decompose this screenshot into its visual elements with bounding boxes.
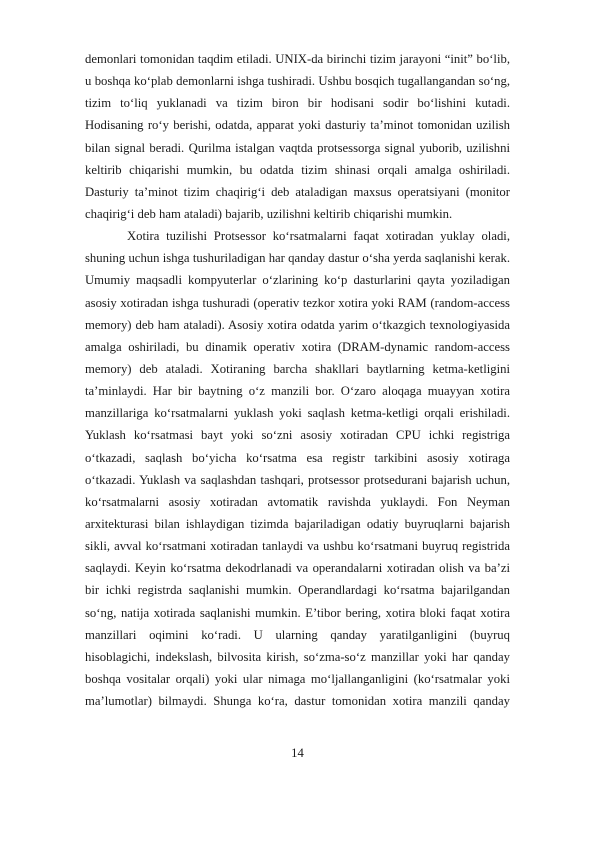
text-line: memory) deb ham ataladi). Asosiy xotira odatda yarim o‘tkazgich texnologiyasida: [85, 317, 510, 332]
text-line: chaqirig‘i deb ham ataladi) bajarib, uzilishni keltirib chiqarishi mumkin.: [85, 206, 453, 221]
body-text: [85, 48, 510, 712]
text-line: Xotira tuzilishi Protsessor ko‘rsatmalarni faqat xotiradan yuklay oladi,: [127, 229, 510, 244]
text-line: u boshqa ko‘plab demonlarni ishga tushiradi. Ushbu bosqich tugallangandan so‘ng,: [85, 74, 510, 89]
text-line: bir ichki registrda saqlanishi mumkin. Operandlardagi ko‘rsatma bajarilgandan: [85, 583, 510, 598]
text-line: demonlari tomonidan taqdim etiladi. UNIX-da birinchi tizim jarayoni “init” bo‘lib,: [85, 52, 510, 66]
text-line: asosiy xotiradan ishga tushuradi (operativ tezkor xotira yoki RAM (random-access: [85, 295, 510, 310]
text-line: ko‘rsatmalarni asosiy xotiradan avtomatik ravishda yuklaydi. Fon Neyman: [85, 494, 510, 509]
text-line: arxitekturasi bilan ishlaydigan tizimda bajariladigan odatiy buyruqlarni bajarish: [85, 516, 510, 531]
text-line: o‘tkazadi, saqlash bo‘yicha ko‘rsatma esa registr tarkibini asosiy xotiraga: [85, 450, 510, 465]
text-line: tizim to‘liq yuklanadi va tizim biron bir hodisani sodir bo‘lishini kutadi.: [85, 96, 510, 111]
text-line: manzillariga ko‘rsatmalarni yuklash yoki saqlash ketma-ketligi orqali erishiladi.: [85, 406, 510, 421]
text-line: Hodisaning ro‘y berishi, odatda, apparat yoki dasturiy ta’minot tomonidan uzilish: [85, 118, 510, 133]
text-line: sikli, avval ko‘rsatmani xotiradan tanlaydi va ushbu ko‘rsatmani buyruq registrida: [85, 539, 510, 554]
text-line: so‘ng, natija xotirada saqlanishi mumkin. E’tibor bering, xotira bloki faqat xotira: [85, 605, 510, 620]
text-line: Umumiy maqsadli kompyuterlar o‘zlarining ko‘p dasturlarini qayta yoziladigan: [85, 273, 510, 288]
text-line: manzillari oqimini ko‘radi. U ularning qanday yaratilganligini (buyruq: [85, 627, 510, 642]
text-line: ma’lumotlar) bilmaydi. Shunga ko‘ra, dastur tomonidan xotira manzili qanday: [85, 694, 510, 709]
text-line: memory) deb ataladi. Xotiraning barcha shakllari baytlarning ketma-ketligini: [85, 361, 510, 376]
text-line: ta’minlaydi. Har bir baytning o‘z manzili bor. O‘zaro aloqaga muayyan xotira: [85, 384, 510, 399]
text-line: shuning uchun ishga tushuriladigan har qanday dastur o‘sha yerda saqlanishi kerak.: [85, 251, 510, 266]
text-line: saqlaydi. Keyin ko‘rsatma dekodrlanadi va operandalarni xotiradan olish va ba’zi: [85, 561, 510, 576]
text-line: Dasturiy ta’minot tizim chaqirig‘i deb ataladigan maxsus operatsiyani (monitor: [85, 184, 510, 199]
text-line: hisoblagichi, indekslash, bilvosita kirish, so‘zma-so‘z manzillar yoki har qanday: [85, 649, 510, 664]
text-line: bilan signal beradi. Qurilma istalgan vaqtda protsessorga signal yuborib, uzilishni: [85, 140, 510, 155]
text-line: keltirib chiqarishi mumkin, bu odatda tizim shinasi orqali amalga oshiriladi.: [85, 162, 510, 177]
text-line: boshqa vositalar orqali) yoki ular nimaga mo‘ljallanganligini (ko‘rsatmalar yoki: [85, 671, 510, 686]
text-line: Yuklash ko‘rsatmasi bayt yoki so‘zni asosiy xotiradan CPU ichki registriga: [85, 428, 510, 443]
text-line: o‘tkazadi. Yuklash va saqlashdan tashqari, protsessor protsedurani bajarish uchun,: [85, 472, 510, 487]
page-number: 14: [291, 746, 304, 760]
text-line: amalga oshiriladi, bu dinamik operativ xotira (DRAM-dynamic random-access: [85, 339, 510, 354]
